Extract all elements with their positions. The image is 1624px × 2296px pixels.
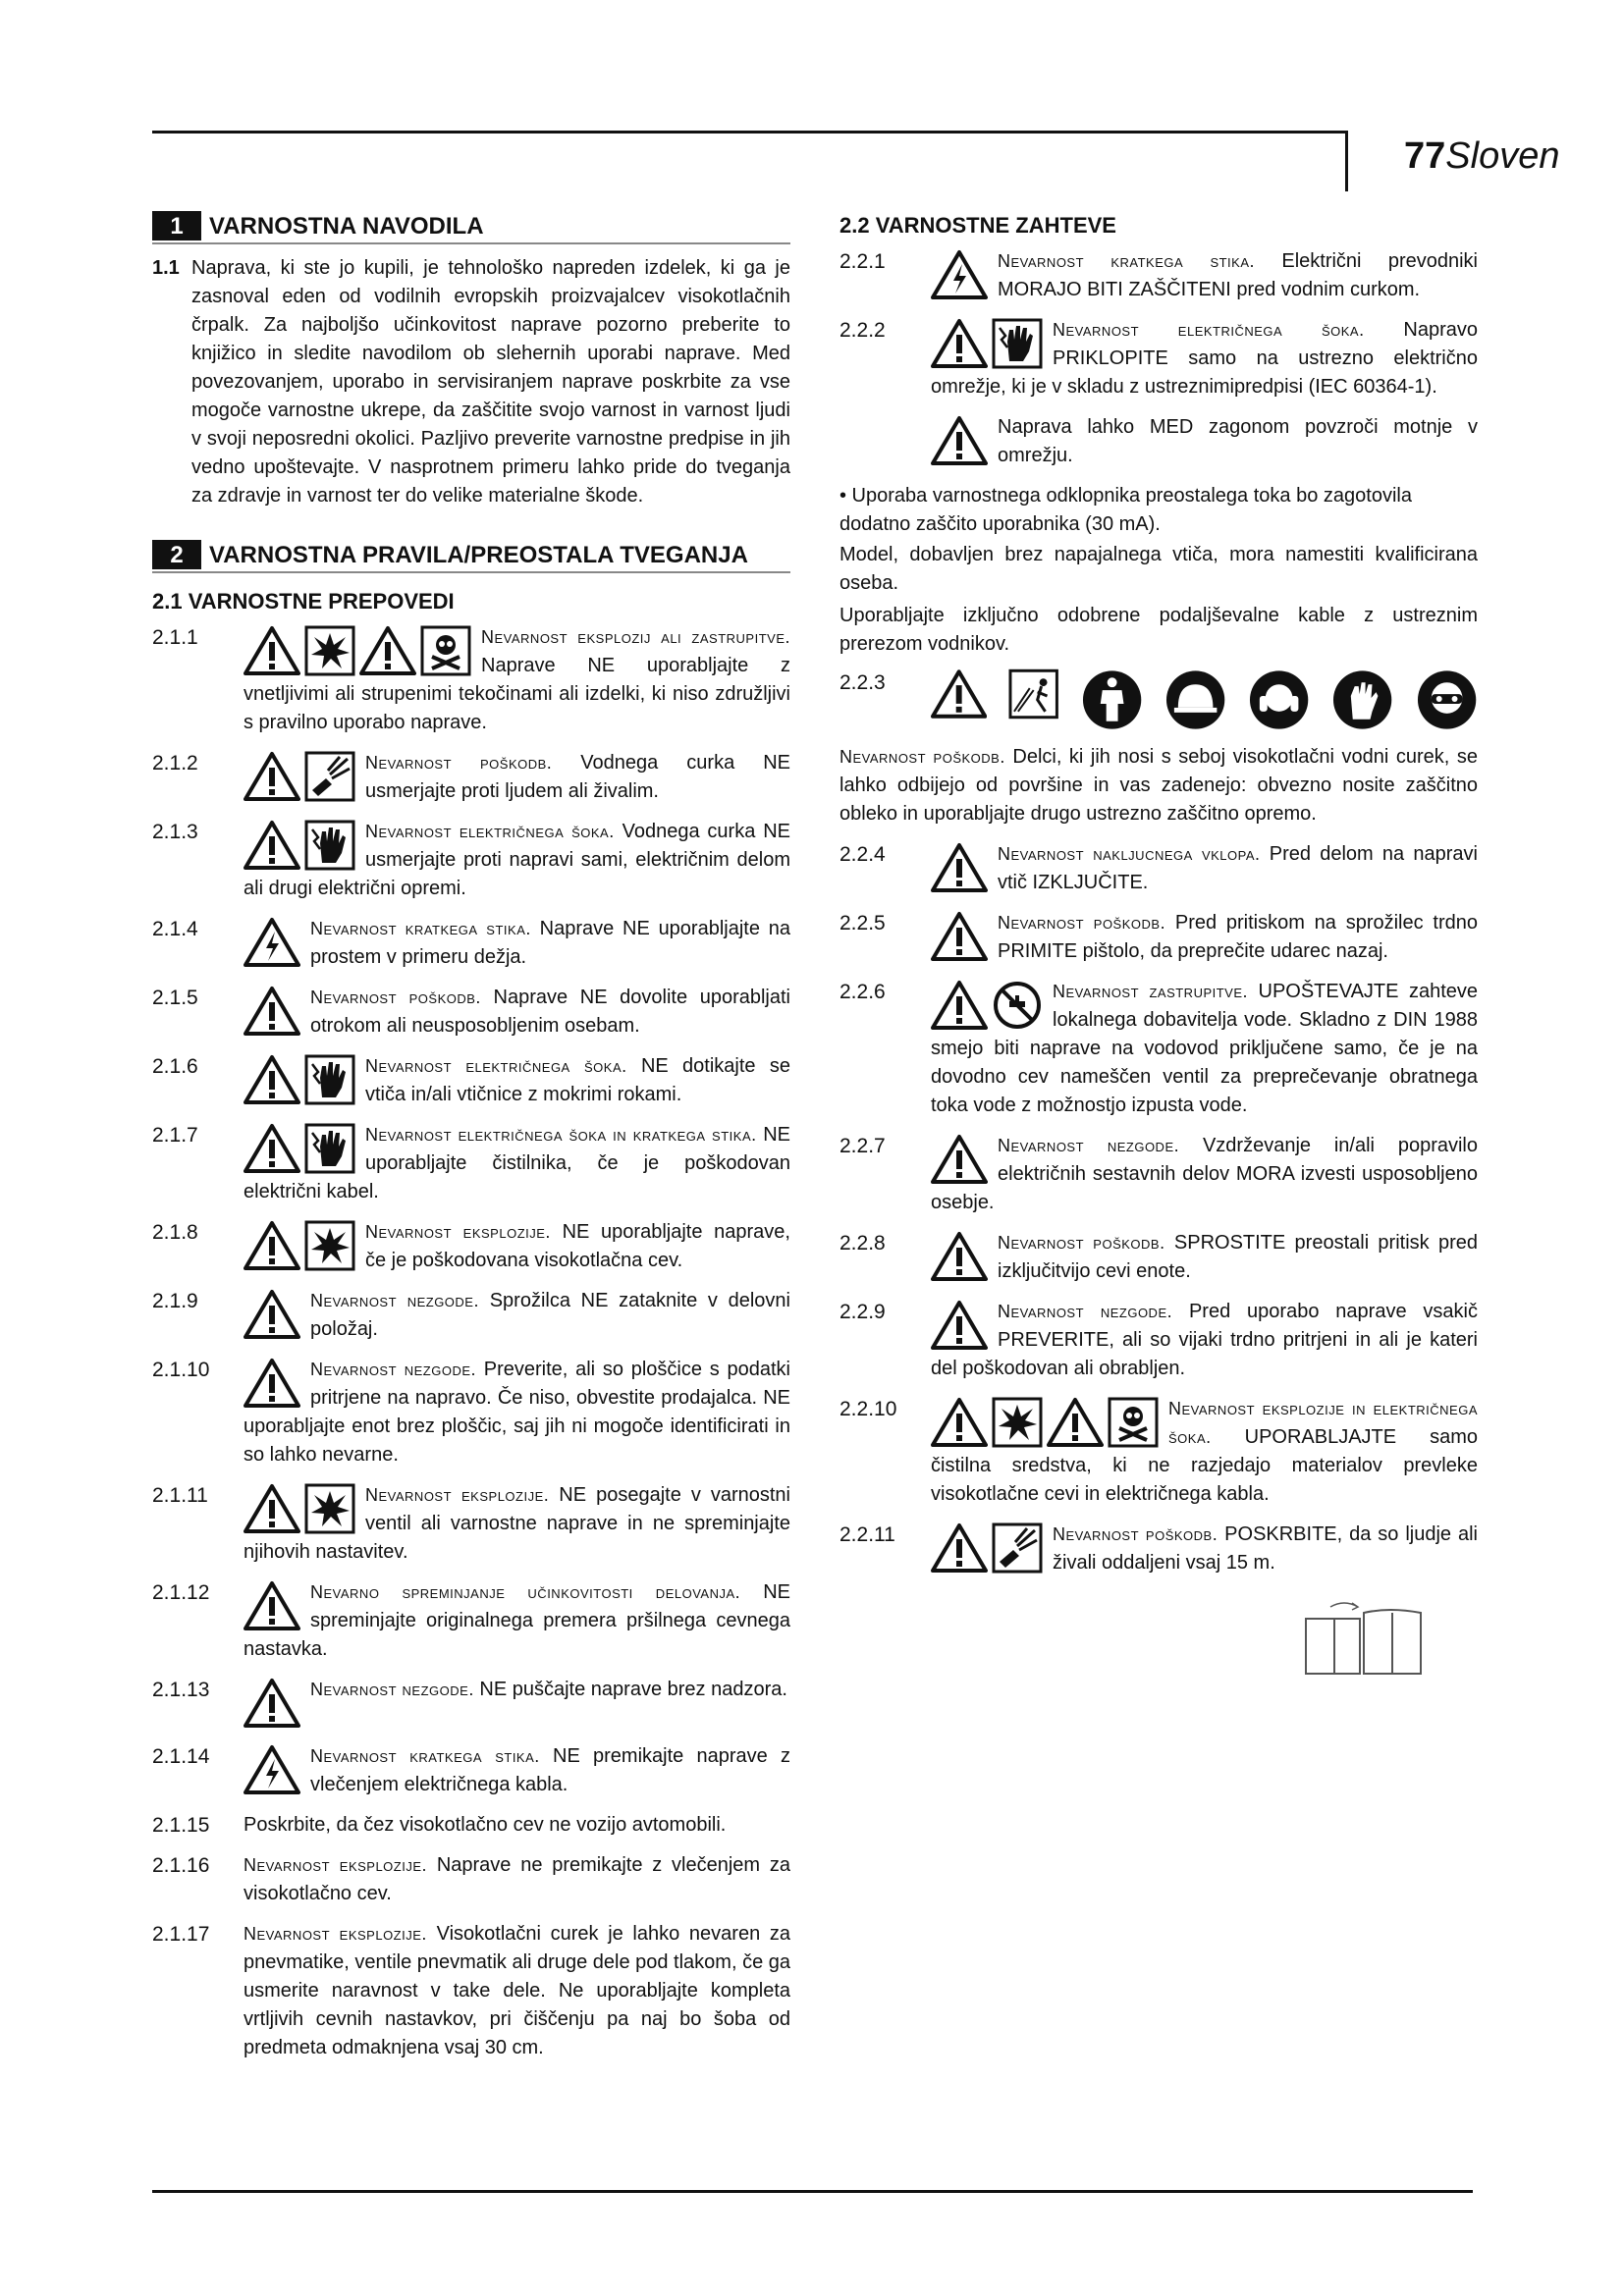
item-2-2-11 bbox=[839, 1521, 1478, 1577]
no-drinking-water-icon bbox=[992, 980, 1043, 1031]
item-desc: POSKRBITE, da so ljudje ali živali oddaljeni vsaj 15 m. bbox=[1053, 1523, 1478, 1574]
item-lead: Nevarnost eksplozije. bbox=[365, 1485, 550, 1505]
item-lead: Nevarnost kratkega stika. bbox=[310, 919, 531, 938]
item-lead: Nevarnost nezgode. bbox=[998, 1136, 1180, 1155]
item-text bbox=[244, 1676, 790, 1704]
item-text bbox=[244, 1851, 790, 1908]
item-desc: Pred uporabo naprave vsakič PREVERITE, ali so vijaki trdno pritrjeni in ali je kateri del poškodovan ali obrabljen. bbox=[931, 1301, 1478, 1379]
item-lead: Nevarnost eksplozije. bbox=[244, 1924, 427, 1944]
item-2-2-2 bbox=[839, 316, 1478, 401]
item-lead: Nevarnost poškodb. bbox=[310, 988, 481, 1007]
subsection-2-2-title: 2.2 VARNOSTNE ZAHTEVE bbox=[839, 213, 1116, 238]
explosion-icon bbox=[304, 1220, 355, 1271]
electric-warning-icon bbox=[244, 1744, 300, 1795]
explosion-icon bbox=[304, 625, 355, 676]
item-desc: Poskrbite, da čez visokotlačno cev ne vozijo avtomobili. bbox=[244, 1814, 727, 1836]
icon-group bbox=[931, 1300, 988, 1351]
item-lead: Nevarnost električnega šoka. bbox=[1053, 320, 1365, 340]
electric-warning-icon bbox=[244, 917, 300, 968]
plug-note: Model, dobavljen brez napajalnega vtiča, mora namestiti kvalificirana oseba. bbox=[839, 544, 1478, 594]
rcd-bullet: • Uporaba varnostnega odklopnika preostalega toka bo zagotovila dodatno zaščito uporabnika (30 mA). bbox=[839, 485, 1412, 535]
warning-triangle-icon bbox=[244, 1580, 300, 1631]
warning-triangle-icon bbox=[244, 625, 300, 676]
item-lead: Nevarnost električnega šoka. bbox=[365, 1056, 627, 1076]
item-number: 2.1.4 bbox=[152, 918, 198, 940]
item-number: 2.1.15 bbox=[152, 1814, 210, 1837]
item-lead: Nevarnost nezgode. bbox=[310, 1291, 479, 1310]
warning-triangle-icon bbox=[931, 668, 987, 720]
icon-group bbox=[244, 1678, 300, 1729]
item-desc: UPOŠTEVAJTE zahteve lokalnega dobavitelja vode. Skladno z DIN 1988 smejo biti naprave na vodovod priključene samo, če je na dovodno cev nameščen ventil za preprečevanje obratnega toka vode z možnostjo izpusta vode. bbox=[931, 981, 1478, 1116]
read-manual-book-icon bbox=[1301, 1599, 1429, 1678]
item-number: 2.2.5 bbox=[839, 912, 886, 934]
item-text bbox=[931, 840, 1478, 897]
item-2-2-3 bbox=[839, 668, 1478, 731]
icon-group bbox=[931, 1397, 1159, 1448]
icon-group bbox=[244, 820, 355, 871]
item-number: 2.2.10 bbox=[839, 1398, 897, 1420]
warning-triangle-icon bbox=[244, 1483, 300, 1534]
item-2-1-6 bbox=[152, 1052, 790, 1109]
item-desc: Pred delom na napravi vtič IZKLJUČITE. bbox=[998, 843, 1478, 893]
item-2-1-5 bbox=[152, 984, 790, 1041]
item-lead: Nevarnost nezgode. bbox=[310, 1680, 474, 1699]
icon-group bbox=[244, 1054, 355, 1105]
item-number: 2.1.13 bbox=[152, 1679, 210, 1701]
page-number: 77 bbox=[1404, 135, 1446, 177]
item-number: 2.1.9 bbox=[152, 1290, 198, 1312]
item-text bbox=[244, 1742, 790, 1799]
item-lead: Nevarnost električnega šoka in kratkega stika. bbox=[365, 1125, 757, 1145]
item-desc: SPROSTITE preostali pritisk pred izključitvijo cevi enote. bbox=[998, 1232, 1478, 1282]
item-desc: NE spreminjajte originalnega premera pršilnega cevnega nastavka. bbox=[244, 1581, 791, 1660]
icon-group bbox=[244, 1358, 300, 1409]
item-desc: Naprave NE uporabljajte z vnetljivimi ali strupenimi tekočinami ali izdelki, ki niso združljivi s pravilno uporabo naprave. bbox=[244, 655, 790, 733]
item-number: 2.2.9 bbox=[839, 1301, 886, 1323]
icon-group bbox=[244, 1483, 355, 1534]
item-2-2-5 bbox=[839, 909, 1478, 966]
item-lead: Nevarnost električnega šoka. bbox=[365, 822, 615, 841]
protective-suit-icon bbox=[1081, 668, 1143, 731]
item-number: 2.1.3 bbox=[152, 821, 198, 843]
warning-triangle-icon bbox=[244, 1054, 300, 1105]
warning-triangle-icon bbox=[931, 318, 988, 369]
page-header bbox=[1404, 135, 1559, 178]
item-lead: Nevarnost poškodb. bbox=[998, 1233, 1165, 1253]
item-2-1-17 bbox=[152, 1920, 790, 2062]
item-lead: Nevarnost kratkega stika. bbox=[998, 251, 1256, 271]
intro-paragraph bbox=[152, 254, 790, 510]
icon-group bbox=[931, 249, 988, 300]
item-lead: Nevarnost eksplozije. bbox=[365, 1222, 551, 1242]
warning-triangle-icon bbox=[931, 1300, 988, 1351]
icon-group bbox=[931, 980, 1043, 1031]
electric-hand-icon bbox=[992, 318, 1043, 369]
item-desc: Vzdrževanje in/ali popravilo električnih sestavnih delov MORA izvesti usposobljeno osebje. bbox=[931, 1135, 1478, 1213]
item-number: 2.2.7 bbox=[839, 1135, 886, 1157]
right-column bbox=[839, 211, 1478, 1686]
warning-triangle-icon bbox=[244, 820, 300, 871]
top-rule-tick bbox=[1345, 131, 1348, 191]
warning-triangle-icon bbox=[1047, 1397, 1104, 1448]
electric-hand-icon bbox=[304, 820, 355, 871]
water-spray-icon bbox=[992, 1522, 1043, 1574]
item-2-1-15 bbox=[152, 1811, 790, 1840]
warning-triangle-icon bbox=[931, 911, 988, 962]
section-2-title: VARNOSTNA PRAVILA/PREOSTALA TVEGANJA bbox=[209, 541, 748, 568]
item-number: 2.1.1 bbox=[152, 626, 198, 649]
warning-triangle-icon bbox=[244, 1123, 300, 1174]
item-number: 2.1.6 bbox=[152, 1055, 198, 1078]
item-desc: Pred pritiskom na sprožilec trdno PRIMITE pištolo, da preprečite udarec nazaj. bbox=[998, 912, 1478, 962]
item-lead: Nevarnost zastrupitve. bbox=[1053, 982, 1249, 1001]
page-language: Sloven bbox=[1445, 135, 1560, 177]
item-number: 2.1.8 bbox=[152, 1221, 198, 1244]
item-2-1-8 bbox=[152, 1218, 790, 1275]
item-number: 2.2.6 bbox=[839, 981, 886, 1003]
item-number: 2.2.4 bbox=[839, 843, 886, 866]
item-number: 2.2.11 bbox=[839, 1523, 895, 1546]
item-text bbox=[931, 1298, 1478, 1383]
item-2-1-11 bbox=[152, 1481, 790, 1567]
item-text bbox=[244, 984, 790, 1041]
warning-triangle-icon bbox=[244, 1358, 300, 1409]
icon-group bbox=[244, 1123, 355, 1174]
item-2-1-13 bbox=[152, 1676, 790, 1731]
ppe-icon-group bbox=[931, 668, 1478, 731]
warning-triangle-icon bbox=[244, 751, 300, 802]
ear-protection-icon bbox=[1248, 668, 1310, 731]
icon-group bbox=[244, 1289, 300, 1340]
item-desc: NE uporabljajte naprave, če je poškodovana visokotlačna cev. bbox=[365, 1221, 790, 1271]
icon-group bbox=[931, 911, 988, 962]
item-number: 2.1.2 bbox=[152, 752, 198, 774]
item-2-2-8 bbox=[839, 1229, 1478, 1286]
item-desc: NE dotikajte se vtiča in/ali vtičnice z mokrimi rokami. bbox=[365, 1055, 790, 1105]
item-2-1-3 bbox=[152, 818, 790, 903]
skull-toxic-icon bbox=[420, 625, 471, 676]
glove-icon bbox=[1331, 668, 1393, 731]
warning-triangle-icon bbox=[244, 1678, 300, 1729]
water-spray-icon bbox=[304, 751, 355, 802]
item-number: 2.2.1 bbox=[839, 250, 886, 273]
item-2-2-6 bbox=[839, 978, 1478, 1120]
item-number: 2.1.16 bbox=[152, 1854, 210, 1877]
item-number: 2.1.11 bbox=[152, 1484, 208, 1507]
item-2-1-7 bbox=[152, 1121, 790, 1206]
warning-triangle-icon bbox=[931, 1397, 988, 1448]
warning-triangle-icon bbox=[931, 415, 988, 466]
icon-group bbox=[931, 415, 988, 466]
icon-group bbox=[244, 986, 300, 1037]
icon-group bbox=[244, 751, 355, 802]
left-column bbox=[152, 211, 790, 2074]
item-2-1-4 bbox=[152, 915, 790, 972]
item-desc: Naprave NE uporabljajte na prostem v primeru dežja. bbox=[310, 918, 790, 968]
item-desc: NE puščajte naprave brez nadzora. bbox=[473, 1679, 787, 1700]
item-desc: Naprave NE dovolite uporabljati otrokom ali neusposobljenim osebam. bbox=[310, 987, 790, 1037]
item-lead: Nevarnost poškodb. bbox=[998, 913, 1166, 933]
item-desc: NE premikajte naprave z vlečenjem električnega kabla. bbox=[310, 1745, 790, 1795]
item-2-2-3-text bbox=[839, 743, 1478, 828]
item-number: 2.1.10 bbox=[152, 1359, 210, 1381]
icon-group bbox=[931, 1522, 1043, 1574]
electric-warning-icon bbox=[931, 249, 988, 300]
explosion-icon bbox=[992, 1397, 1043, 1448]
item-lead: Nevarnost eksplozij ali zastrupitve. bbox=[481, 627, 790, 647]
skull-toxic-icon bbox=[1108, 1397, 1159, 1448]
section-1-heading bbox=[152, 211, 790, 244]
item-desc: NE posegajte v varnostni ventil ali varnostne naprave in ne spreminjajte njihovih nastavitev. bbox=[244, 1484, 790, 1563]
item-2-2-7 bbox=[839, 1132, 1478, 1217]
item-number: 2.1.7 bbox=[152, 1124, 198, 1147]
item-number: 2.1.14 bbox=[152, 1745, 210, 1768]
item-desc: Preverite, ali so ploščice s podatki pritrjene na napravo. Če niso, obvestite prodajalca. NE uporabljajte enot brez ploščic, saj jih ni mogoče identificirati in so lahko nevarne. bbox=[244, 1359, 790, 1466]
item-number: 2.2.2 bbox=[839, 319, 886, 342]
warning-triangle-icon bbox=[931, 1522, 988, 1574]
item-lead: Nevarnost nezgode. bbox=[998, 1302, 1173, 1321]
warning-triangle-icon bbox=[244, 986, 300, 1037]
item-number: 2.1.5 bbox=[152, 987, 198, 1009]
icon-group bbox=[244, 1580, 300, 1631]
item-desc: Vodnega curka NE usmerjajte proti ljudem ali živalim. bbox=[365, 752, 790, 802]
helmet-icon bbox=[1164, 668, 1226, 731]
item-2-1-14 bbox=[152, 1742, 790, 1799]
item-text bbox=[244, 1287, 790, 1344]
electric-hand-icon bbox=[304, 1054, 355, 1105]
electric-hand-icon bbox=[304, 1123, 355, 1174]
icon-group bbox=[244, 625, 471, 676]
warning-triangle-icon bbox=[931, 842, 988, 893]
item-text bbox=[931, 247, 1478, 304]
item-text bbox=[244, 1811, 790, 1840]
item-text bbox=[244, 915, 790, 972]
section-1-title: VARNOSTNA NAVODILA bbox=[209, 212, 484, 240]
goggles-icon bbox=[1416, 668, 1478, 731]
item-2-1-9 bbox=[152, 1287, 790, 1344]
item-2-2-1 bbox=[839, 247, 1478, 304]
item-lead: Nevarnost eksplozije. bbox=[244, 1855, 428, 1875]
warning-triangle-icon bbox=[244, 1289, 300, 1340]
item-lead: Nevarnost poškodb. bbox=[365, 753, 553, 773]
icon-group bbox=[244, 1220, 355, 1271]
item-desc: Vodnega curka NE usmerjajte proti napravi sami, električnim delom ali drugi električni opremi. bbox=[244, 821, 790, 899]
item-2-1-10 bbox=[152, 1356, 790, 1469]
item-text bbox=[244, 1578, 790, 1664]
network-note bbox=[839, 413, 1478, 470]
note-text: Naprava lahko MED zagonom povzroči motnje v omrežju. bbox=[998, 416, 1478, 466]
subsection-2-1-title: 2.1 VARNOSTNE PREPOVEDI bbox=[152, 589, 455, 614]
item-2-2-4 bbox=[839, 840, 1478, 897]
warning-triangle-icon bbox=[931, 1231, 988, 1282]
item-desc: Napravo PRIKLOPITE samo na ustrezno električno omrežje, ki je v skladu z ustreznimipredpisi (IEC 60364-1). bbox=[931, 319, 1478, 398]
icon-group bbox=[931, 1231, 988, 1282]
item-desc: NE uporabljajte čistilnika, če je poškodovan električni kabel. bbox=[244, 1124, 790, 1202]
icon-group bbox=[244, 917, 300, 968]
item-2-2-10 bbox=[839, 1395, 1478, 1509]
item-2-2-9 bbox=[839, 1298, 1478, 1383]
item-number: 2.1.17 bbox=[152, 1923, 210, 1946]
warning-triangle-icon bbox=[931, 1134, 988, 1185]
icon-group bbox=[931, 842, 988, 893]
explosion-icon bbox=[304, 1483, 355, 1534]
icon-group bbox=[931, 318, 1043, 369]
item-desc: Naprave ne premikajte z vlečenjem za visokotlačno cev. bbox=[244, 1854, 790, 1904]
section-1-number: 1 bbox=[152, 211, 201, 240]
warning-triangle-icon bbox=[244, 1220, 300, 1271]
intro-number: 1.1 bbox=[152, 257, 180, 279]
item-desc: Sprožilca NE zataknite v delovni položaj. bbox=[310, 1290, 790, 1340]
item-lead: Nevarnost eksplozije in električnega šoka. bbox=[1168, 1399, 1478, 1447]
item-text bbox=[931, 909, 1478, 966]
item-number: 2.2.8 bbox=[839, 1232, 886, 1255]
section-2-heading bbox=[152, 540, 790, 573]
item-2-1-12 bbox=[152, 1578, 790, 1664]
section-2-number: 2 bbox=[152, 540, 201, 569]
item-lead: Nevarno spreminjanje učinkovitosti delovanja. bbox=[310, 1582, 741, 1602]
item-2-1-2 bbox=[152, 749, 790, 806]
water-jet-injury-icon bbox=[1008, 668, 1058, 720]
top-rule bbox=[152, 131, 1348, 133]
item-desc: Električni prevodniki MORAJO BITI ZAŠČITENI pred vodnim curkom. bbox=[998, 250, 1478, 300]
item-number: 2.2.3 bbox=[839, 671, 886, 694]
bottom-rule bbox=[152, 2190, 1473, 2193]
item-lead: Nevarnost poškodb. bbox=[1053, 1524, 1218, 1544]
item-lead: Nevarnost nakljucnega vklopa. bbox=[998, 844, 1261, 864]
item-text bbox=[244, 1920, 790, 2062]
warning-triangle-icon bbox=[931, 980, 988, 1031]
item-desc: Delci, ki jih nosi s seboj visokotlačni vodni curek, se lahko odbijejo od površine in vas zadenejo: obvezno nosite zaščitno obleko in uporabljajte drugo ustrezno zaščitno opremo. bbox=[839, 746, 1478, 825]
item-2-1-1 bbox=[152, 623, 790, 737]
extension-cable-note: Uporabljajte izključno odobrene podaljševalne kable z ustreznim prerezom vodnikov. bbox=[839, 605, 1478, 655]
icon-group bbox=[244, 1744, 300, 1795]
warning-triangle-icon bbox=[359, 625, 416, 676]
item-lead: Nevarnost nezgode. bbox=[310, 1360, 477, 1379]
item-text bbox=[931, 1229, 1478, 1286]
item-2-1-16 bbox=[152, 1851, 790, 1908]
item-desc: Visokotlačni curek je lahko nevaren za pnevmatike, ventile pnevmatik ali druge dele pod tlakom, če ga usmerite naravnost v take dele. Ne uporabljajte kompleta vrtljivih cevnih nastavkov, pri čiščenju pa naj bo šoba od predmeta odmaknjena vsaj 30 cm. bbox=[244, 1923, 790, 2058]
item-text bbox=[931, 1132, 1478, 1217]
icon-group bbox=[931, 1134, 988, 1185]
item-number: 2.1.12 bbox=[152, 1581, 210, 1604]
item-lead: Nevarnost kratkega stika. bbox=[310, 1746, 540, 1766]
intro-text: Naprava, ki ste jo kupili, je tehnološko napreden izdelek, ki ga je zasnoval eden od vodilnih evropskih proizvajalcev visokotlačnih črpalk. Za najboljšo učinkovitost naprave pozorno preberite to knjižico in sledite navodilom ob slehernih uporabi naprave. Med povezovanjem, uporabo in servisiranjem naprave poskrbite za vse mogoče varnostne ukrepe, da zaščitite svojo varnost in varnost ljudi v svoji neposredni okolici. Pazljivo preverite varnostne predpise in jih vedno upoštevajte. V nasprotnem primeru lahko pride do tveganja za zdravje in varnost ter do velike materialne škode. bbox=[191, 257, 790, 507]
item-text bbox=[244, 1356, 790, 1469]
item-desc: UPORABLJAJTE samo čistilna sredstva, ki ne razjedajo materialov prevleke visokotlačne cevi in električnega kabla. bbox=[931, 1426, 1478, 1505]
item-lead: Nevarnost poškodb. bbox=[839, 747, 1005, 767]
